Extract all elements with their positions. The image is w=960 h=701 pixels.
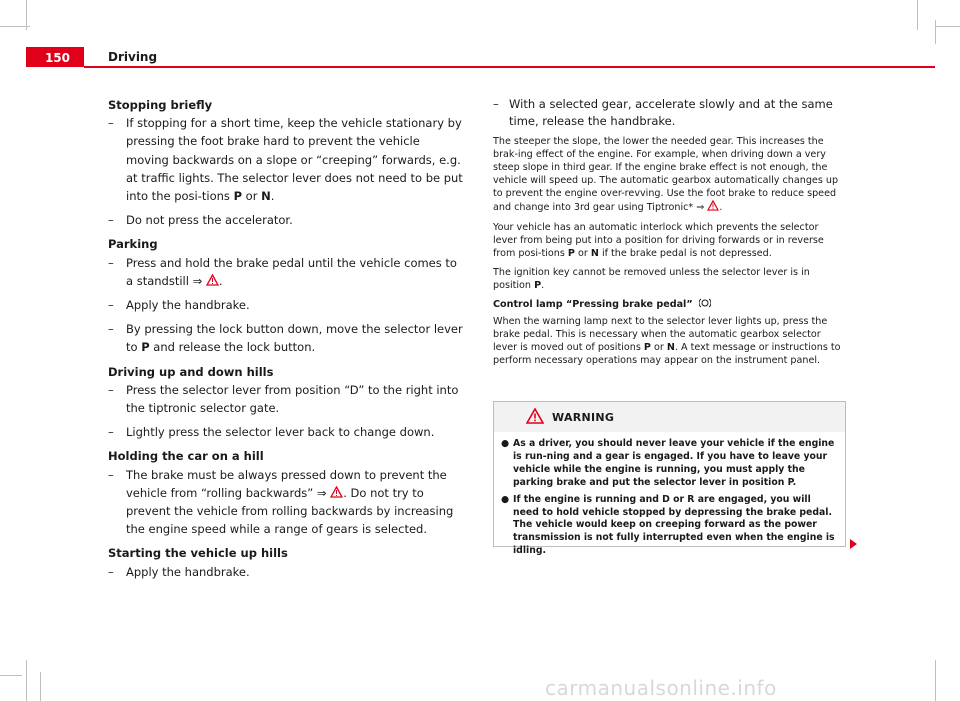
crop-mark <box>26 660 27 701</box>
warning-bullet: ● As a driver, you should never leave your vehicle if the engine is run-ning and a gear is engaged. If you have to leave your vehicle while the engine is running, you must apply the parking brake and put the selector lever in position P. <box>501 438 835 488</box>
list-item: – Apply the handbrake. <box>108 298 250 313</box>
right-column <box>493 96 845 368</box>
crop-mark <box>935 660 936 701</box>
crop-mark <box>0 675 22 676</box>
list-item: – If stopping for a short time, keep the vehicle stationary by pressing the foot brake hard to prevent the vehicle moving backwards on a slope or “creeping” forwards, e.g. at traffic lights. The selector lever does not need to be put into the posi-tions P or N. <box>108 116 463 204</box>
crop-mark <box>0 26 30 27</box>
heading-parking: Parking <box>108 237 158 252</box>
list-item: – Lightly press the selector lever back to change down. <box>108 425 435 440</box>
paragraph: The steeper the slope, the lower the needed gear. This increases the brak-ing effect of the engine. For example, when driving down a very steep slope in third gear. If the engine brake effect is not enough, the vehicle will speed up. The automatic gearbox automatically changes up to prevent the engine over-revving. Use the foot brake to reduce speed and change into 3rd gear using Tiptronic* ⇒ . <box>493 136 839 214</box>
continue-arrow-icon <box>850 539 857 549</box>
list-item: – The brake must be always pressed down to prevent the vehicle from “rolling backwards” ⇒ . Do not try to prevent the vehicle from rolling backwards by increasing the engine speed while a range of gears is selected. <box>108 467 454 537</box>
warning-triangle-icon[interactable] <box>330 486 343 498</box>
list-item: – Do not press the accelerator. <box>108 213 293 228</box>
paragraph: When the warning lamp next to the selector lever lights up, press the brake pedal. This is necessary when the automatic gearbox selector lever is moved out of positions P or N. A text message or instructions to perform necessary operations may appear on the instrument panel. <box>493 316 841 367</box>
brake-lamp-icon <box>699 298 711 308</box>
crop-mark <box>917 0 918 30</box>
left-column <box>108 96 463 581</box>
list-item: – Press and hold the brake pedal until the vehicle comes to a standstill ⇒ . <box>108 255 457 288</box>
list-item: – With a selected gear, accelerate slowly and at the same time, release the handbrake. <box>493 97 833 128</box>
warning-triangle-icon[interactable] <box>206 274 219 286</box>
heading-stopping: Stopping briefly <box>108 98 213 112</box>
subheading: Control lamp “Pressing brake pedal” <box>493 298 845 311</box>
header-rule <box>84 66 935 68</box>
list-item: – Press the selector lever from position “D” to the right into the tiptronic selector gate. <box>108 382 459 416</box>
heading-starting: Starting the vehicle up hills <box>108 546 288 561</box>
crop-mark <box>935 20 936 44</box>
item-text: If stopping for a short time, keep the vehicle stationary by pressing the foot brake hard to prevent the vehicle moving backwards on a slope or “creeping” forwards, e.g. at traffic lights. The selector lever does not need to be put into the posi-tions <box>126 116 463 204</box>
warning-title: WARNING <box>552 411 615 424</box>
heading-holding: Holding the car on a hill <box>108 449 264 464</box>
heading-hills: Driving up and down hills <box>108 364 274 379</box>
list-item: – By pressing the lock button down, move the selector lever to P and release the lock button. <box>108 322 463 355</box>
paragraph: Your vehicle has an automatic interlock which prevents the selector lever from being put into a position for driving forwards or in reverse from posi-tions P or N if the brake pedal is not depressed. <box>493 221 824 259</box>
warning-box <box>493 401 846 557</box>
page-number: 150 <box>26 47 84 67</box>
warning-bullet: ● If the engine is running and D or R are engaged, you will need to hold vehicle stopped by depressing the brake pedal. The vehicle would keep on creeping forward as the power transmission is not fully interrupted even when the engine is idling. <box>501 493 835 557</box>
warning-triangle-icon <box>526 408 544 424</box>
section-title: Driving <box>108 50 158 64</box>
warning-header <box>494 402 845 432</box>
paragraph: The ignition key cannot be removed unless the selector lever is in position P. <box>493 266 810 291</box>
warning-triangle-icon[interactable] <box>707 200 719 211</box>
crop-mark <box>40 672 41 701</box>
crop-mark <box>935 26 960 27</box>
watermark: carmanualsonline.info <box>545 676 777 700</box>
warning-body <box>501 438 837 562</box>
list-item: – Apply the handbrake. <box>108 564 250 579</box>
